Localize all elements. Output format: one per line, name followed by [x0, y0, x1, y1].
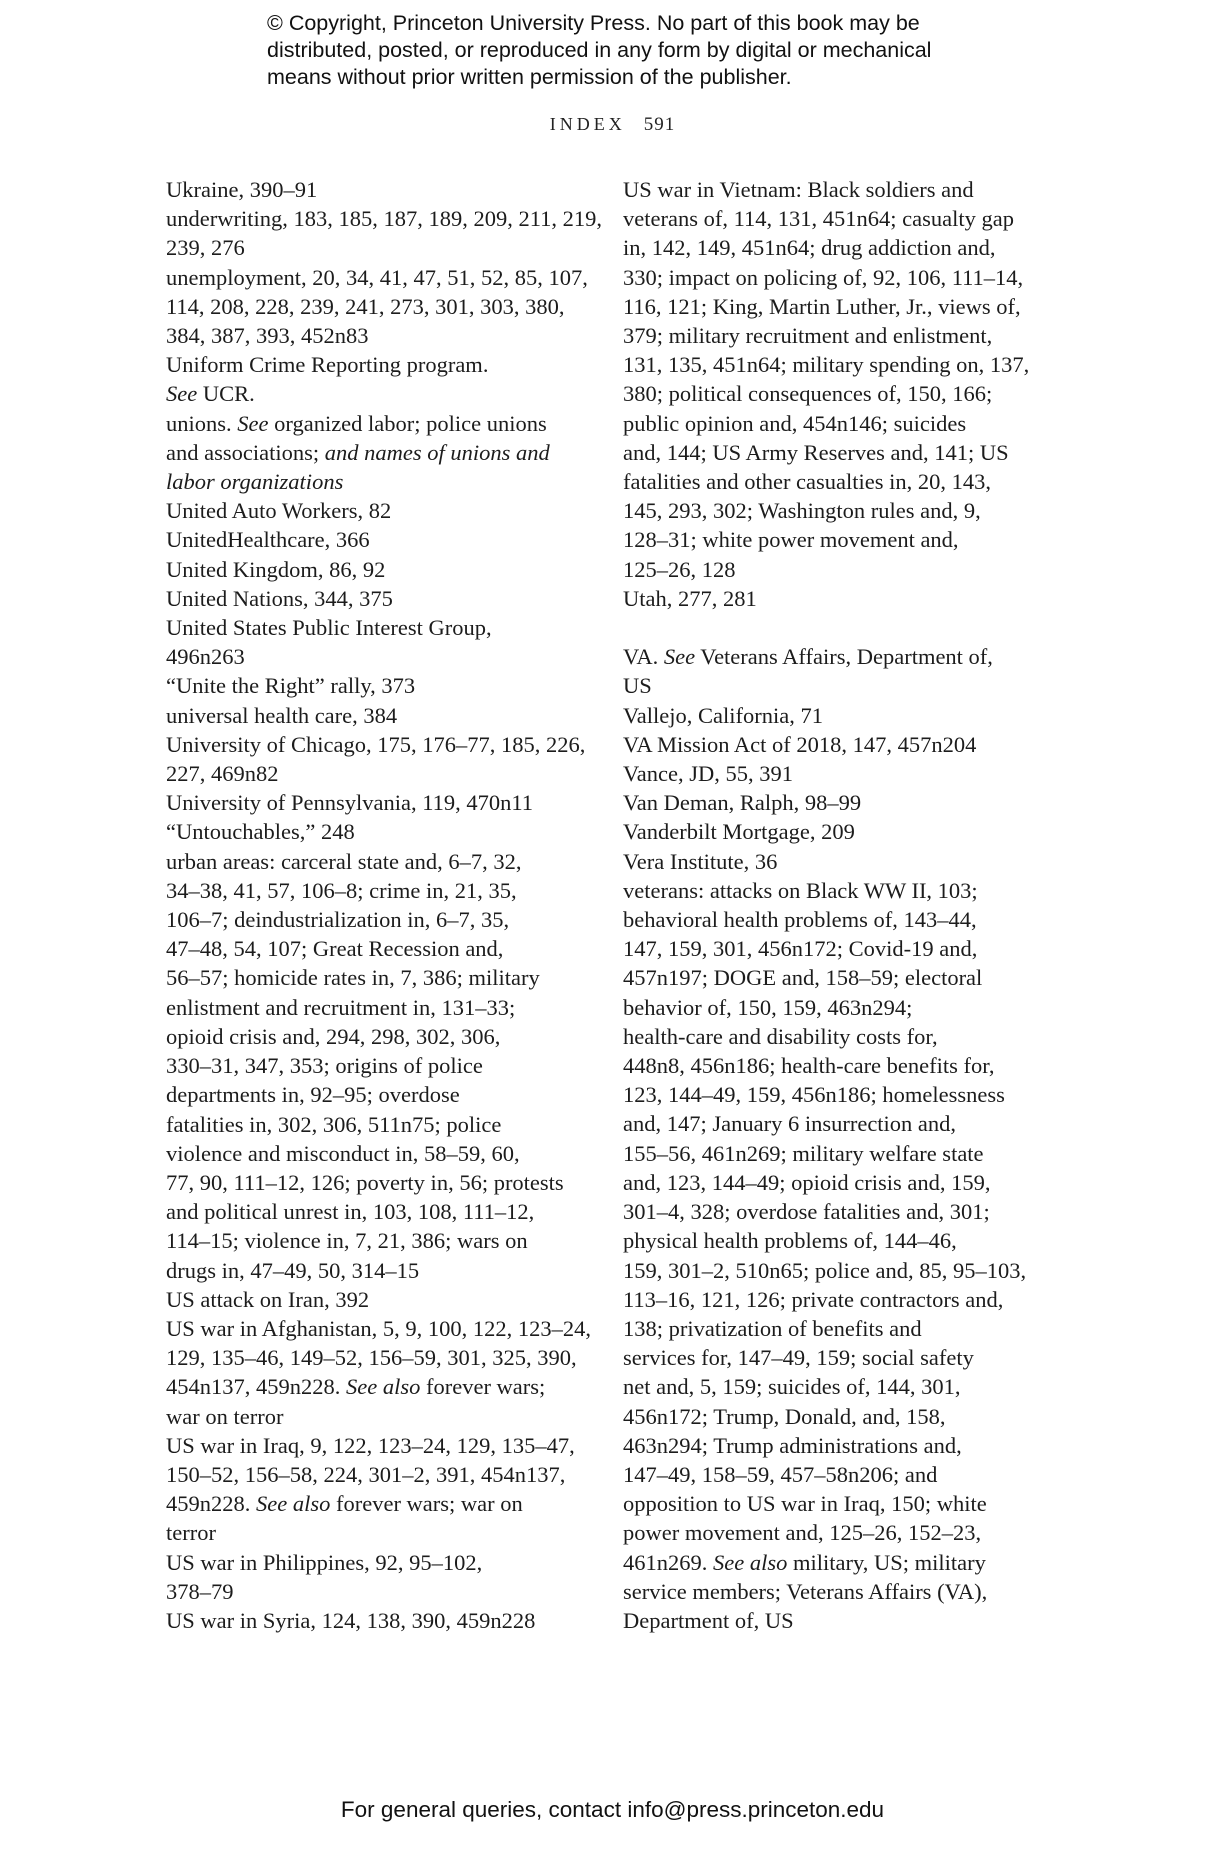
entry-text: power movement and, 125–26, 152–23,: [623, 1520, 982, 1546]
copyright-line: distributed, posted, or reproduced in any form by digital or mechanical: [267, 38, 932, 62]
index-entry-line: [623, 642, 1053, 671]
entry-text: 459n228.: [166, 1491, 256, 1517]
entry-text: United Kingdom, 86, 92: [166, 556, 386, 582]
entry-text: 77, 90, 111–12, 126; poverty in, 56; protests: [166, 1169, 564, 1195]
index-entry-line: [166, 1518, 606, 1547]
index-entry-line: [623, 905, 1053, 934]
index-entry-line: [623, 1256, 1053, 1285]
index-entry-line: [623, 409, 1053, 438]
index-entry-line: [166, 1489, 606, 1518]
index-entry: [166, 613, 606, 671]
entry-text: 448n8, 456n186; health-care benefits for,: [623, 1053, 995, 1079]
index-entry: [166, 671, 606, 700]
index-entry-line: [623, 350, 1053, 379]
entry-text: United Nations, 344, 375: [166, 585, 393, 611]
index-entry-line: [623, 438, 1053, 467]
running-head-title: INDEX: [549, 114, 626, 134]
entry-text: 123, 144–49, 159, 456n186; homelessness: [623, 1082, 1005, 1108]
entry-text: US war in Afghanistan, 5, 9, 100, 122, 123–24,: [166, 1315, 591, 1341]
entry-text: universal health care, 384: [166, 702, 398, 728]
entry-text: 138; privatization of benefits and: [623, 1315, 922, 1341]
index-entry: [623, 876, 1053, 1635]
index-entry-line: [166, 467, 606, 496]
index-entry-line: [623, 1577, 1053, 1606]
entry-text: 131, 135, 451n64; military spending on, 137,: [623, 352, 1030, 378]
index-entry-line: [166, 613, 606, 642]
entry-text: 301–4, 328; overdose fatalities and, 301;: [623, 1199, 990, 1225]
entry-text: Vanderbilt Mortgage, 209: [623, 819, 855, 845]
entry-text: 159, 301–2, 510n65; police and, 85, 95–103,: [623, 1257, 1027, 1283]
entry-text: 147, 159, 301, 456n172; Covid-19 and,: [623, 936, 978, 962]
index-entry-line: [623, 817, 1053, 846]
index-entry-line: [166, 1402, 606, 1431]
entry-text: service members; Veterans Affairs (VA),: [623, 1578, 988, 1604]
index-entry-line: [166, 204, 606, 233]
index-entry: [166, 525, 606, 554]
entry-text: in, 142, 149, 451n64; drug addiction and,: [623, 235, 996, 261]
entry-text: departments in, 92–95; overdose: [166, 1082, 460, 1108]
index-entry-line: [166, 350, 606, 379]
entry-text: 56–57; homicide rates in, 7, 386; military: [166, 965, 540, 991]
entry-text: 113–16, 121, 126; private contractors and,: [623, 1286, 1004, 1312]
entry-text: 155–56, 461n269; military welfare state: [623, 1140, 984, 1166]
entry-text: United Auto Workers, 82: [166, 498, 392, 524]
entry-text: 114, 208, 228, 239, 241, 273, 301, 303, 380,: [166, 293, 565, 319]
entry-text: physical health problems of, 144–46,: [623, 1228, 957, 1254]
entry-text: and political unrest in, 103, 108, 111–12,: [166, 1199, 535, 1225]
index-entry: [166, 1548, 606, 1606]
entry-text: 461n269.: [623, 1549, 713, 1575]
entry-text: VA Mission Act of 2018, 147, 457n204: [623, 731, 977, 757]
index-entry-line: [166, 1431, 606, 1460]
index-entry-line: [623, 292, 1053, 321]
index-column-right: [623, 175, 1053, 1635]
index-entry-line: [623, 993, 1053, 1022]
entry-text: violence and misconduct in, 58–59, 60,: [166, 1140, 520, 1166]
index-entry-line: [166, 1548, 606, 1577]
entry-text: 150–52, 156–58, 224, 301–2, 391, 454n137,: [166, 1461, 566, 1487]
entry-text: public opinion and, 454n146; suicides: [623, 410, 967, 436]
index-entry-line: [166, 993, 606, 1022]
entry-text: drugs in, 47–49, 50, 314–15: [166, 1257, 420, 1283]
entry-text: unions.: [166, 410, 238, 436]
entry-text: Van Deman, Ralph, 98–99: [623, 790, 862, 816]
index-entry-line: [166, 730, 606, 759]
copyright-notice: [267, 10, 1027, 91]
entry-text: 457n197; DOGE and, 158–59; electoral: [623, 965, 983, 991]
entry-text: and, 123, 144–49; opioid crisis and, 159,: [623, 1169, 991, 1195]
index-entry-line: [166, 292, 606, 321]
index-entry-line: [166, 1110, 606, 1139]
entry-text: 379; military recruitment and enlistment,: [623, 323, 993, 349]
index-entry-line: [623, 1372, 1053, 1401]
entry-text: 384, 387, 393, 452n83: [166, 323, 369, 349]
index-entry: [166, 496, 606, 525]
index-entry-line: [166, 1197, 606, 1226]
cross-reference-italic: and names of unions and: [324, 439, 550, 465]
index-entry: [166, 788, 606, 817]
entry-text: 330; impact on policing of, 92, 106, 111–14,: [623, 264, 1024, 290]
running-head: [0, 114, 1225, 136]
entry-text: US war in Vietnam: Black soldiers and: [623, 177, 974, 202]
index-entry-line: [166, 1343, 606, 1372]
entry-text: US war in Iraq, 9, 122, 123–24, 129, 135–47,: [166, 1432, 575, 1458]
entry-text: Utah, 277, 281: [623, 585, 757, 611]
entry-text: Vera Institute, 36: [623, 848, 778, 874]
entry-text: fatalities and other casualties in, 20, 143,: [623, 469, 992, 495]
index-entry: [623, 584, 1053, 613]
entry-text: enlistment and recruitment in, 131–33;: [166, 994, 516, 1020]
entry-text: forever wars;: [420, 1374, 546, 1400]
entry-text: 116, 121; King, Martin Luther, Jr., views of,: [623, 293, 1021, 319]
cross-reference-italic: See also: [346, 1374, 421, 1400]
entry-text: “Unite the Right” rally, 373: [166, 673, 416, 699]
entry-text: organized labor; police unions: [268, 410, 547, 436]
index-entry-line: [623, 1518, 1053, 1547]
entry-text: University of Pennsylvania, 119, 470n11: [166, 790, 534, 816]
index-entry-line: [623, 934, 1053, 963]
entry-text: 239, 276: [166, 235, 245, 261]
entry-text: 147–49, 158–59, 457–58n206; and: [623, 1461, 938, 1487]
cross-reference-italic: See: [663, 644, 696, 670]
entry-text: fatalities in, 302, 306, 511n75; police: [166, 1111, 502, 1137]
entry-text: 128–31; white power movement and,: [623, 527, 959, 553]
entry-text: US: [623, 673, 652, 699]
entry-text: behavioral health problems of, 143–44,: [623, 907, 977, 933]
index-entry-line: [166, 1314, 606, 1343]
index-entry-line: [623, 876, 1053, 905]
page-number: 591: [643, 114, 676, 135]
entry-text: 330–31, 347, 353; origins of police: [166, 1053, 483, 1079]
entry-text: 463n294; Trump administrations and,: [623, 1432, 962, 1458]
index-entry-line: [623, 1606, 1053, 1635]
copyright-line: © Copyright, Princeton University Press. No part of this book may be: [267, 11, 920, 35]
index-entry-line: [166, 671, 606, 700]
index-entry-line: [623, 1080, 1053, 1109]
entry-text: 114–15; violence in, 7, 21, 386; wars on: [166, 1228, 528, 1254]
index-entry-line: [623, 1460, 1053, 1489]
index-entry-line: [623, 233, 1053, 262]
entry-text: University of Chicago, 175, 176–77, 185, 226,: [166, 731, 586, 757]
index-entry-line: [623, 555, 1053, 584]
index-entry-line: [623, 671, 1053, 700]
index-entry: [166, 1431, 606, 1548]
entry-text: US war in Philippines, 92, 95–102,: [166, 1549, 483, 1575]
index-entry-line: [623, 1051, 1053, 1080]
entry-text: 34–38, 41, 57, 106–8; crime in, 21, 35,: [166, 877, 517, 903]
entry-text: Department of, US: [623, 1607, 794, 1633]
index-entry: [166, 817, 606, 846]
index-entry-line: [166, 876, 606, 905]
index-entry-line: [166, 584, 606, 613]
index-entry-line: [166, 1168, 606, 1197]
index-entry: [166, 409, 606, 497]
index-entry-line: [623, 525, 1053, 554]
index-entry-line: [166, 1577, 606, 1606]
index-entry-line: [166, 1051, 606, 1080]
entry-text: Ukraine, 390–91: [166, 177, 318, 202]
index-entry-line: [166, 1139, 606, 1168]
index-entry: [623, 730, 1053, 759]
entry-text: and, 147; January 6 insurrection and,: [623, 1111, 957, 1137]
entry-text: United States Public Interest Group,: [166, 615, 492, 641]
index-entry-line: [166, 847, 606, 876]
index-entry: [166, 847, 606, 1285]
cross-reference-italic: See: [237, 410, 269, 436]
index-entry: [623, 759, 1053, 788]
entry-text: 125–26, 128: [623, 556, 736, 582]
index-entry-line: [166, 175, 606, 204]
entry-text: UnitedHealthcare, 366: [166, 527, 370, 553]
entry-text: UCR.: [197, 381, 255, 407]
entry-text: US war in Syria, 124, 138, 390, 459n228: [166, 1607, 536, 1633]
entry-text: VA.: [623, 644, 664, 670]
index-entry-line: [623, 204, 1053, 233]
index-entry-line: [623, 263, 1053, 292]
index-entry-line: [623, 759, 1053, 788]
index-entry-line: [623, 1226, 1053, 1255]
entry-text: military, US; military: [787, 1549, 986, 1575]
index-entry-line: [166, 701, 606, 730]
index-entry-line: [166, 759, 606, 788]
entry-text: 454n137, 459n228.: [166, 1374, 346, 1400]
index-entry-line: [166, 1022, 606, 1051]
index-entry-line: [623, 584, 1053, 613]
index-entry: [166, 175, 606, 204]
index-entry: [166, 1314, 606, 1431]
entry-text: 378–79: [166, 1578, 234, 1604]
index-entry-line: [166, 409, 606, 438]
index-entry: [166, 701, 606, 730]
index-entry-line: [623, 701, 1053, 730]
index-entry-line: [166, 233, 606, 262]
entry-text: terror: [166, 1520, 216, 1546]
index-entry-line: [623, 1139, 1053, 1168]
cross-reference-italic: See: [166, 381, 198, 407]
index-entry: [623, 701, 1053, 730]
entry-text: 496n263: [166, 644, 245, 670]
entry-text: unemployment, 20, 34, 41, 47, 51, 52, 85, 107,: [166, 264, 588, 290]
index-entry-line: [166, 379, 606, 408]
index-entry-line: [623, 321, 1053, 350]
index-entry-line: [623, 1431, 1053, 1460]
index-entry: [623, 642, 1053, 700]
index-entry: [623, 175, 1053, 584]
index-entry-line: [623, 847, 1053, 876]
entry-text: 106–7; deindustrialization in, 6–7, 35,: [166, 907, 510, 933]
entry-text: and, 144; US Army Reserves and, 141; US: [623, 439, 1009, 465]
index-entry-line: [166, 1256, 606, 1285]
index-entry-line: [623, 379, 1053, 408]
index-entry-line: [166, 934, 606, 963]
copyright-line: means without prior written permission of the publisher.: [267, 65, 792, 89]
entry-text: Vance, JD, 55, 391: [623, 761, 793, 787]
entry-text: 145, 293, 302; Washington rules and, 9,: [623, 498, 981, 524]
index-entry-line: [166, 905, 606, 934]
index-entry: [166, 263, 606, 351]
index-entry-line: [623, 963, 1053, 992]
entry-text: US attack on Iran, 392: [166, 1286, 370, 1312]
index-entry-line: [623, 1022, 1053, 1051]
index-entry-line: [623, 1197, 1053, 1226]
entry-text: 47–48, 54, 107; Great Recession and,: [166, 936, 504, 962]
index-entry-line: [166, 642, 606, 671]
entry-text: veterans: attacks on Black WW II, 103;: [623, 877, 978, 903]
index-entry-line: [166, 1285, 606, 1314]
index-entry: [166, 584, 606, 613]
entry-text: opioid crisis and, 294, 298, 302, 306,: [166, 1023, 501, 1049]
entry-text: war on terror: [166, 1403, 284, 1429]
entry-text: net and, 5, 159; suicides of, 144, 301,: [623, 1374, 961, 1400]
index-column-left: [166, 175, 606, 1635]
index-entry-line: [623, 1285, 1053, 1314]
index-entry: [166, 1285, 606, 1314]
index-entry-line: [166, 1080, 606, 1109]
entry-text: behavior of, 150, 159, 463n294;: [623, 994, 913, 1020]
index-entry-line: [166, 817, 606, 846]
index-entry-line: [166, 263, 606, 292]
index-entry-line: [166, 555, 606, 584]
index-entry-line: [623, 1109, 1053, 1138]
index-entry-line: [166, 1460, 606, 1489]
entry-text: Uniform Crime Reporting program.: [166, 352, 489, 378]
index-entry: [623, 847, 1053, 876]
index-entry: [166, 350, 606, 408]
index-entry-line: [623, 175, 1053, 204]
index-entry-line: [166, 321, 606, 350]
index-entry: [623, 817, 1053, 846]
index-entry: [166, 555, 606, 584]
index-entry-line: [623, 1343, 1053, 1372]
index-entry-line: [623, 1548, 1053, 1577]
footer-contact: For general queries, contact info@press.princeton.edu: [340, 1797, 885, 1822]
entry-text: and associations;: [166, 439, 325, 465]
entry-text: veterans of, 114, 131, 451n64; casualty gap: [623, 206, 1014, 232]
index-entry-line: [166, 788, 606, 817]
entry-text: opposition to US war in Iraq, 150; white: [623, 1491, 987, 1517]
index-entry-line: [623, 788, 1053, 817]
entry-text: urban areas: carceral state and, 6–7, 32,: [166, 848, 522, 874]
entry-text: 129, 135–46, 149–52, 156–59, 301, 325, 390,: [166, 1345, 577, 1371]
cross-reference-italic: See also: [713, 1549, 788, 1575]
index-entry-line: [166, 496, 606, 525]
index-entry-line: [623, 496, 1053, 525]
index-entry-line: [623, 730, 1053, 759]
entry-text: services for, 147–49, 159; social safety: [623, 1345, 974, 1371]
index-entry-line: [166, 525, 606, 554]
letter-section-gap: [623, 613, 1053, 642]
index-entry-line: [166, 1226, 606, 1255]
index-entry: [623, 788, 1053, 817]
cross-reference-italic: See also: [256, 1491, 331, 1517]
index-entry-line: [166, 963, 606, 992]
entry-text: 380; political consequences of, 150, 166;: [623, 381, 993, 407]
index-entry-line: [623, 1168, 1053, 1197]
index-entry-line: [623, 467, 1053, 496]
entry-text: forever wars; war on: [330, 1491, 523, 1517]
entry-text: 227, 469n82: [166, 761, 279, 787]
entry-text: Vallejo, California, 71: [623, 702, 823, 728]
index-entry-line: [166, 1372, 606, 1401]
index-entry-line: [166, 1606, 606, 1635]
index-entry-line: [623, 1402, 1053, 1431]
index-entry: [166, 1606, 606, 1635]
entry-text: 456n172; Trump, Donald, and, 158,: [623, 1403, 946, 1429]
index-entry: [166, 730, 606, 788]
entry-text: health-care and disability costs for,: [623, 1023, 938, 1049]
entry-text: underwriting, 183, 185, 187, 189, 209, 211, 219,: [166, 206, 603, 232]
index-entry: [166, 204, 606, 262]
index-entry-line: [623, 1489, 1053, 1518]
index-entry-line: [166, 438, 606, 467]
entry-text: “Untouchables,” 248: [166, 819, 355, 845]
entry-text: Veterans Affairs, Department of,: [695, 644, 993, 670]
cross-reference-italic: labor organizations: [166, 469, 344, 495]
index-entry-line: [623, 1314, 1053, 1343]
